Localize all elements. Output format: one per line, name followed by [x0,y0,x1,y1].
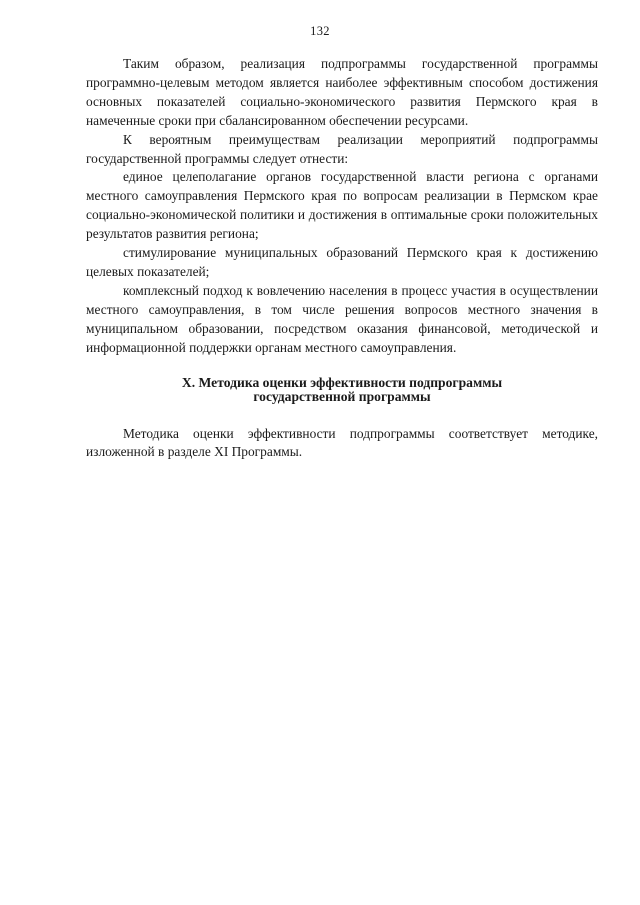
section-title-line-2: государственной программы [253,389,431,404]
list-item-stimulation: стимулирование муниципальных образований Пермского края к достижению целевых показателей; [86,245,598,279]
paragraph-conclusion: Таким образом, реализация подпрограммы государственной программы программно-целевым методом является наиболее эффективным способом достижения основных показателей социально-экономического развития Пермского края в намеченные сроки при сбалансированном обеспечении ресурсами. [86,56,598,128]
document-body [86,55,598,462]
paragraph-advantages-intro: К вероятным преимуществам реализации мероприятий подпрограммы государственной программы следует отнести: [86,131,598,166]
list-item-complex-approach: комплексный подход к вовлечению населения в процесс участия в осуществлении местного самоуправления, в том числе решения вопросов местного значения в муниципальном образовании, посредством оказания финансовой, методической и информационной поддержки органам местного самоуправления. [86,282,598,355]
paragraph-methodology: Методика оценки эффективности подпрограммы соответствует методике, изложенной в разделе XI Программы. [86,425,598,460]
section-title-line-1: X. Методика оценки эффективности подпрограммы [181,374,503,390]
list-item-goal-setting: единое целеполагание органов государственной власти региона с органами местного самоуправления Пермского края по вопросам реализации в Пермском крае социально-экономической политики и достижения в оптимальные сроки положительных результатов развития региона; [86,169,598,242]
page-number: 132 [310,24,330,38]
section-heading [86,376,598,405]
